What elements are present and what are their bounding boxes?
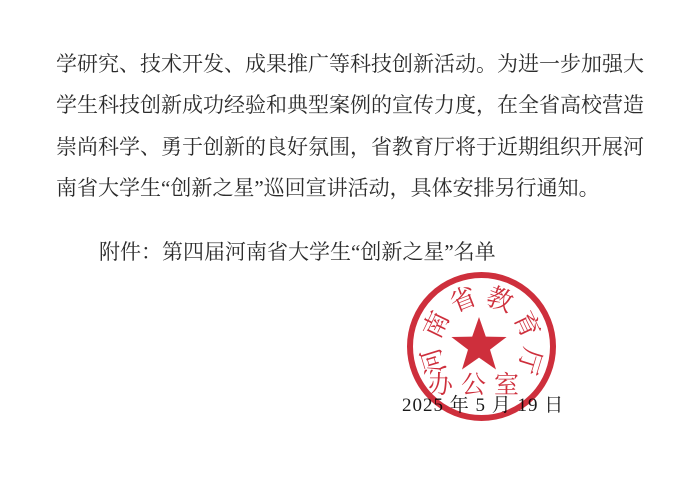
- seal-arc-char: 河: [416, 344, 452, 378]
- attachment-line: 附件：第四届河南省大学生“创新之星”名单: [99, 240, 496, 264]
- star-icon: [451, 317, 506, 370]
- body-paragraph: [56, 44, 644, 209]
- seal-arc-char: 教: [482, 281, 518, 319]
- paragraph-line-2: 学生科技创新成功经验和典型案例的宣传力度，在全省高校营造: [56, 93, 644, 118]
- document-date: 2025 年 5 月 19 日: [402, 395, 565, 416]
- seal-arc-char: 省: [445, 281, 481, 319]
- paragraph-line-1: 学研究、技术开发、成果推广等科技创新活动。为进一步加强大: [56, 52, 644, 76]
- paragraph-line-3: 崇尚科学、勇于创新的良好氛围，省教育厅将于近期组织开展河: [56, 134, 644, 159]
- paragraph-line-4: 南省大学生“创新之星”巡回宣讲活动，具体安排另行通知。: [56, 175, 600, 200]
- official-seal: [399, 264, 564, 429]
- seal-arc-char: 南: [417, 306, 456, 343]
- seal-office-text: 办公室: [427, 372, 528, 399]
- seal-arc-char: 厅: [511, 344, 547, 378]
- seal-arc-char: 育: [507, 306, 546, 343]
